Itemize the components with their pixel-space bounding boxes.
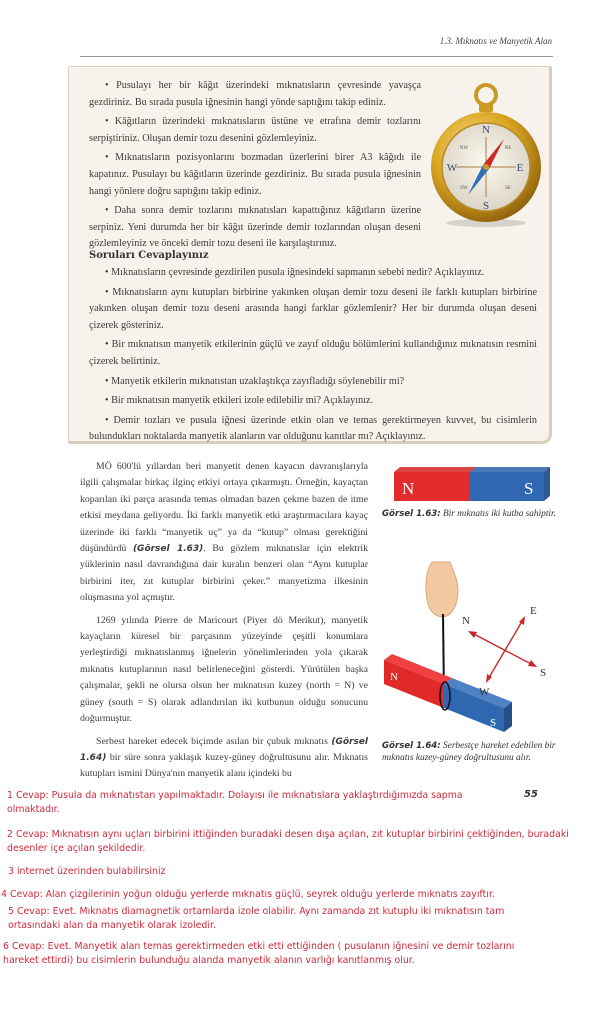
caption-text: Serbestçe hareket edebilen bir mıknatıs kuzey-güney doğrultusunu alır. (382, 741, 556, 763)
question-item: • Mıknatısların çevresinde gezdirilen pusula iğnesindeki sapmanın sebebi nedir? Açıklayınız. (105, 267, 485, 278)
running-head: 1.3. Mıknatıs ve Manyetik Alan (439, 36, 552, 46)
page-number: 55 (524, 789, 538, 800)
text-run: bir süre sonra yaklaşık kuzey-güney doğrultusunu alır. Mıknatıs kutupları ismini Dünya'nın manyetik alanı içindeki bu (80, 751, 368, 780)
body-paragraph (80, 459, 368, 607)
compass-image (426, 83, 546, 228)
answer-6: 6 Cevap: Evet. Manyetik alan temas gerektirmeden etki etti ettiğinden ( pusulanın iğnesini ve demir tozlarını hareket ettirdi) bu cisimlerin bulunduğu alanda manyetik alanın varlığı kanıtlanmış olur. (3, 941, 515, 966)
magnet-s-label: S (524, 479, 534, 498)
compass-sw-label: SW (460, 186, 468, 191)
activity-step: • Kâğıtların üzerindeki mıknatısların üstüne ve etrafına demir tozlarını serpiştiriniz. Oluşan demir tozu desenini gözlemleyiniz. (89, 116, 421, 144)
compass-ring (476, 85, 496, 105)
activity-steps (89, 78, 421, 256)
activity-step: • Daha sonra demir tozlarını mıknatısları kapattığınız kâğıtların üzerine serpiniz. Yeni durumda her bir kâğıt üzerinde demir tozlarından oluşan deseni gözlemleyiniz ve önceki demir tozu deseni ile karşılaştırınız. (89, 205, 421, 250)
direction-s-label: S (540, 667, 547, 679)
question-item: • Mıknatısların aynı kutupları birbirine yakınken oluşan demir tozu deseni ile farklı kutupları birbirine yakınken oluşan demir tozu deseni arasında hangi farklar gözlemlenir? Her bir durumda oluşan deseni çizerek gösteriniz. (89, 286, 537, 331)
compass-s-label: S (482, 200, 490, 212)
figure-caption (382, 508, 562, 520)
direction-w-label: W (479, 686, 490, 698)
compass-ne-label: NE (504, 146, 512, 151)
activity-box (68, 66, 552, 444)
compass-w-label: W (446, 162, 458, 174)
direction-n-label: N (462, 615, 470, 627)
figure-reference: (Görsel 1.64) (80, 736, 368, 763)
magnet-n-label: N (402, 479, 415, 498)
compass-n-label: N (482, 124, 490, 136)
north-south-arrow (470, 632, 535, 666)
caption-ref: Görsel 1.63: (382, 509, 441, 519)
suspended-magnet-figure (380, 560, 580, 740)
direction-e-label: E (530, 605, 537, 617)
question-item: • Demir tozları ve pusula iğnesi üzerinde etkin olan ve temas gerektirmeyen kuvvet, bu cisimlerin bulundukları noktalarda manyetik alanların var olduğunu kanıtlar mı? Açıklayınız. (89, 414, 537, 443)
answer-3: 3 internet üzerinden bulabilirsiniz (8, 866, 166, 877)
answer-1: 1 Cevap: Pusula da mıknatıstan yapılmaktadır. Dolayısı ile mıknatıslara yaklaştırdığımızda sapma olmaktadır. (7, 790, 463, 815)
hand-icon (426, 562, 458, 617)
activity-step: • Pusulayı her bir kâğıt üzerindeki mıknatısların çevresinde yavaşça gezdiriniz. Bu sırada pusula iğnesinin hangi yönde saptığını takip ediniz. (89, 80, 421, 108)
magnet-n-label: N (390, 671, 398, 683)
compass-nw-label: NW (459, 146, 469, 151)
body-paragraph: 1269 yılında Pierre de Maricourt (Piyer dö Merikut), manyetik kayaçların küresel bir parçasının yüzeyinde çeşitli konumlara yerleştirdiği mıknatıslanmış iğnelerin yönelimlerinden yola çıkarak mıknatıs kutuplarının nasıl belirleneceğini gösterdi. Yürütülen başka çalışmalar, şekli ne olursa olsun her mıknatısın kuzey (north = N) ve güney (south = S) olarak adlandırılan iki kutbunun olduğu sonucunu doğurmuştur. (80, 614, 368, 725)
magnet-s-label: S (490, 717, 497, 729)
caption-text: Bir mıknatıs iki kutba sahiptir. (440, 509, 556, 519)
bar-magnet-figure (390, 466, 550, 506)
header-rule (80, 56, 553, 57)
answer-4: 4 Cevap: Alan çizgilerinin yoğun olduğu yerlerde mıknatıs güçlü, seyrek olduğu yerlerde mıknatıs zayıftır. (1, 889, 495, 900)
question-item: • Bir mıknatısın manyetik etkilerinin güçlü ve zayıf olduğu bölümlerini kullandığınız mıknatısın resmini çizerek belirtiniz. (89, 339, 537, 367)
question-item: • Manyetik etkilerin mıknatıstan uzaklaştıkça zayıfladığı söylenebilir mi? (105, 375, 405, 387)
questions-section (89, 250, 537, 449)
answer-5: 5 Cevap: Evet. Mıknatıs diamagnetik ortamlarda izole olabilir. Aynı zamanda zıt kutuplu iki mıknatısın tam ortasındaki alan da manyetik olarak izoledir. (8, 906, 505, 931)
answer-2: 2 Cevap: Mıknatısın aynı uçları birbirini ittiğinden buradaki desen dışa açılan, zıt kutuplar birbirini çektiğinden, buradaki desenler içe açılan şekildedir. (7, 829, 569, 854)
question-item: • Bir mıknatısın manyetik etkileri izole edilebilir mi? Açıklayınız. (105, 395, 374, 407)
text-run: Serbest hareket edecek biçimde asılan bir çubuk mıknatıs (96, 735, 332, 747)
text-run: MÖ 600'lü yıllardan beri manyetit denen kayacın davranışlarıyla ilgili çalışmalar birkaç ilginç etkiyi ortaya çıkarmıştı. Örneğin, kayaçtan koparılan iki parça arasında temas olmadan bazen çekme bazen de itme etkisi meydana geliyordu. İki farklı manyetik etki araştırmacılara kayaç üzerinde iki farklı “manyetik uç” ya da “kutup” olması gerektiğini düşündürdü (80, 461, 368, 555)
caption-ref: Görsel 1.64: (382, 741, 441, 751)
body-text (80, 459, 368, 789)
figure-caption (382, 740, 562, 764)
compass-e-label: E (516, 162, 524, 174)
east-west-arrow (487, 618, 524, 681)
compass-se-label: SE (505, 186, 511, 191)
text-run: . Bu gözlem mıknatıslar için elektrik yüklerinin nasıl davrandığına dair kuralın benzeri olan “Aynı kutuplar birbirini iter, zıt kutuplar birbirini çeker.” manyetizma ilkesinin oluşmasına yol açmıştır. (80, 543, 369, 604)
body-paragraph (80, 734, 368, 783)
questions-title: Soruları Cevaplayınız (89, 250, 209, 261)
figure-reference: (Görsel 1.63) (132, 544, 204, 555)
activity-step: • Mıknatısların pozisyonlarını bozmadan üzerlerini birer A3 kâğıdı ile kapatınız. Pusulayı bu kâğıtların üzerinde gezdiriniz. Bu sırada pusula iğnesinin hangi yönlere doğru saptığını takip ediniz. (89, 152, 421, 197)
